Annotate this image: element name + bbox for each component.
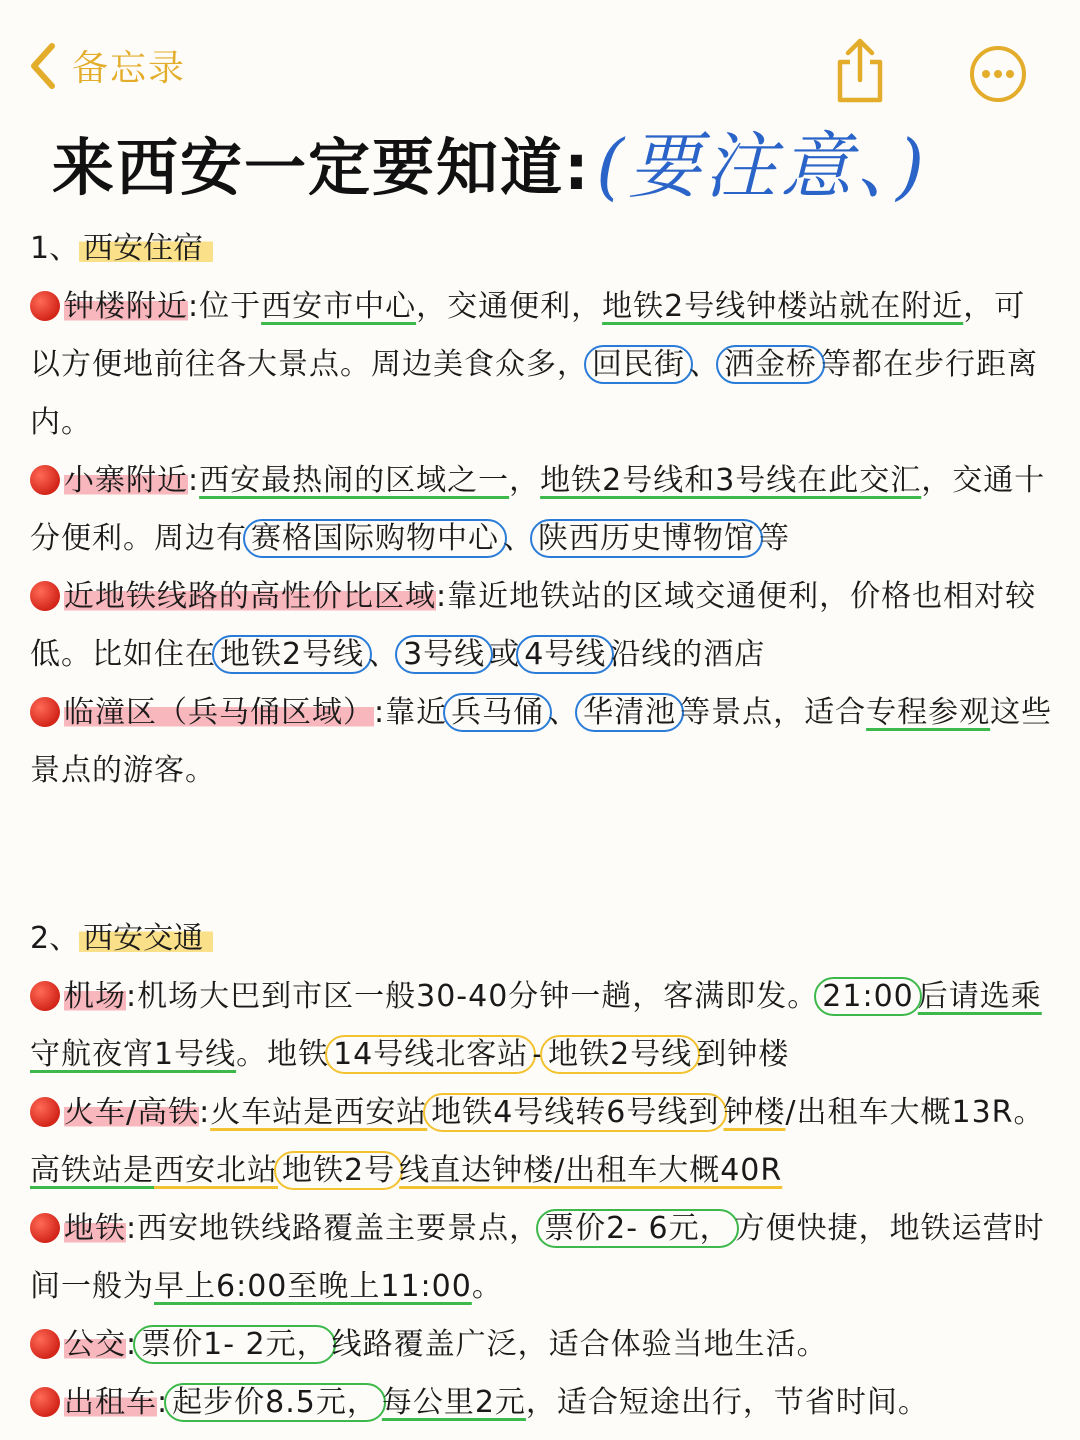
- item-label: 机场: [64, 979, 126, 1014]
- more-icon[interactable]: [968, 44, 1028, 104]
- list-item: 地铁:西安地铁线路覆盖主要景点， 票价2- 6元， 方便快捷，地铁运营时间一般为早上6:00至晚上11:00。: [30, 1211, 1045, 1304]
- list-item: 近地铁线路的高性价比区域:靠近地铁站的区域交通便利，价格也相对较低。比如住在 地铁2号线 、 3号线 或 4号线 沿线的酒店: [30, 579, 1037, 672]
- list-item: 公交: 票价1- 2元， 线路覆盖广泛，适合体验当地生活。: [30, 1316, 1055, 1374]
- item-label: 火车/高铁: [64, 1095, 200, 1130]
- red-dot-icon: [30, 697, 60, 727]
- red-dot-icon: [30, 1387, 60, 1417]
- note-title: [52, 108, 1062, 208]
- red-dot-icon: [30, 581, 60, 611]
- item-label: 公交: [64, 1327, 126, 1362]
- section-heading-accommodation: [30, 220, 1055, 278]
- list-item: 小寨附近:西安最热闹的区域之一，地铁2号线和3号线在此交汇，交通十分便利。周边有 赛格国际购物中心 、 陕西历史博物馆 等: [30, 463, 1046, 556]
- navigation-bar: [0, 0, 1080, 120]
- red-dot-icon: [30, 1213, 60, 1243]
- red-dot-icon: [30, 1097, 60, 1127]
- section-number: 2、: [30, 921, 80, 956]
- handwritten-annotation: (要注意、): [596, 124, 929, 208]
- item-label: 临潼区（兵马俑区域）: [64, 695, 374, 730]
- item-label: 钟楼附近: [64, 289, 188, 324]
- page-title: 来西安一定要知道:: [52, 131, 591, 204]
- chevron-left-icon: [28, 42, 58, 90]
- section-number: 1、: [30, 231, 80, 266]
- item-label: 出租车: [64, 1385, 157, 1420]
- list-item: 出租车: 起步价8.5元， 每公里2元，适合短途出行，节省时间。: [30, 1374, 1055, 1432]
- section-title: 西安住宿: [79, 231, 213, 266]
- list-item: 火车/高铁:火车站是西安站 地铁4号线转6号线到 钟楼/出租车大概13R。高铁站是西安北站 地铁2号 线直达钟楼/出租车大概40R: [30, 1095, 1045, 1188]
- list-item: 临潼区（兵马俑区域）:靠近 兵马俑 、 华清池 等景点，适合专程参观这些景点的游客。: [30, 695, 1053, 788]
- red-dot-icon: [30, 981, 60, 1011]
- red-dot-icon: [30, 291, 60, 321]
- back-button[interactable]: [28, 40, 186, 91]
- back-label: 备忘录: [72, 48, 187, 89]
- red-dot-icon: [30, 1329, 60, 1359]
- list-item: 机场:机场大巴到市区一般30-40分钟一趟，客满即发。 21:00 后请选乘守航夜宵1号线。地铁 14号线北客站 - 地铁2号线 到钟楼: [30, 979, 1042, 1072]
- note-body: [30, 220, 1055, 1432]
- section-title: 西安交通: [79, 921, 213, 956]
- item-label: 近地铁线路的高性价比区域: [64, 579, 436, 614]
- item-label: 地铁: [64, 1211, 126, 1246]
- share-icon[interactable]: [830, 36, 890, 106]
- item-label: 小寨附近: [64, 463, 188, 498]
- red-dot-icon: [30, 465, 60, 495]
- list-item: 钟楼附近:位于西安市中心，交通便利，地铁2号线钟楼站就在附近，可以方便地前往各大景点。周边美食众多， 回民街 、 洒金桥 等都在步行距离内。: [30, 289, 1038, 440]
- section-heading-transport: [30, 910, 1055, 968]
